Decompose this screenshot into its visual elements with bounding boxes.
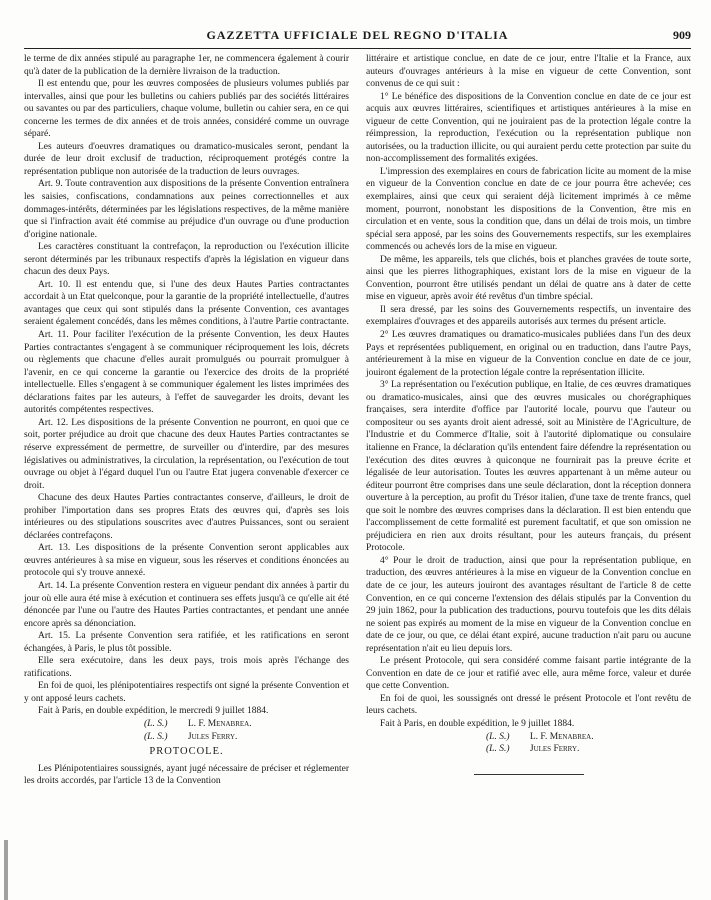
signatory-name: L. F. Menabrea. <box>529 731 594 742</box>
seal-mark: (L. S.) <box>144 731 168 742</box>
page-header <box>24 0 691 49</box>
protocol-point-1: 1° Le bénéfice des dispositions de la Convention conclue en date de ce jour est acquis aux œuvres littéraires, scientifiques et artistiques antérieures à la mise en vigueur de cette Convention, qui ne jouiraient pas de la protection légale contre la réimpression, la reproduction, l'exécution ou la représentation publique non autorisées, ou la traduction illicite, ou qui auraient perdu cette protection par suite du non-accomplissement des formalités exigées. <box>366 91 691 165</box>
end-rule <box>474 774 584 775</box>
paragraph: Elle sera exécutoire, dans les deux pays, trois mois après l'échange des ratifications. <box>24 656 349 679</box>
article-11: Art. 11. Pour faciliter l'exécution de la présente Convention, les deux Hautes Parties contractantes s'engagent à se communiquer réciproquement les lois, décrets ou règlements que chacune d'elles aurait promulgués ou pourrait promulguer à l'avenir, en ce qui concerne la garantie ou l'exercice des droits de la propriété intellectuelle. Elles s'engagent à se communiquer également les listes imprimées des déclarations faites par les auteurs, à l'effet de sauvegarder les droits, devant les autorités compétentes respectives. <box>24 330 349 416</box>
signature-menabrea <box>24 718 349 731</box>
paragraph: Il est entendu que, pour les œuvres composées de plusieurs volumes publiés par intervalles, ainsi que pour les bulletins ou cahiers publiés par des sociétés littéraires ou savantes ou par des particuliers, chaque volume, bulletin ou cahier sera, en ce qui concerne les termes de dix années et de trois années, considéré comme un ouvrage séparé. <box>24 79 349 140</box>
signature-ferry <box>24 731 349 744</box>
paragraph: Chacune des deux Hautes Parties contractantes conserve, d'ailleurs, le droit de prohiber l'importation dans ses propres Etats des œuvres qui, d'après ses lois intérieures ou des stipulations souscrites avec d'autres Puissances, sont ou seraient déclarées contrefaçons. <box>24 493 349 541</box>
article-14: Art. 14. La présente Convention restera en vigueur pendant dix années à partir du jour où elle aura été mise à exécution et continuera ses effets jusqu'à ce qu'elle ait été dénoncée par l'une ou l'autre des Hautes Parties contractantes, et pendant une année encore après sa dénonciation. <box>24 580 349 629</box>
article-12: Art. 12. Les dispositions de la présente Convention ne pourront, en quoi que ce soit, porter préjudice au droit que chacune des deux Hautes Parties contractantes se réserve expressément de permettre, de surveiller ou d'interdire, par des mesures législatives ou administratives, la circulation, la représentation, ou l'exécution de tout ouvrage ou objet à l'égard duquel l'un ou l'autre Etat jugera convenable d'exercer ce droit. <box>24 417 349 491</box>
article-10: Art. 10. Il est entendu que, si l'une des deux Hautes Parties contractantes accordait à un Etat quelconque, pour la garantie de la propriété intellectuelle, d'autres avantages que ceux qui sont stipulés dans la présente Convention, ces avantages seraient également concédés, dans les mêmes conditions, à l'autre Partie contractante. <box>24 279 349 328</box>
article-13: Art. 13. Les dispositions de la présente Convention seront applicables aux œuvres antérieures à sa mise en vigueur, sous les réserves et conditions énoncées au protocole qui s'y trouve annexé. <box>24 543 349 579</box>
signature-ferry <box>366 743 691 756</box>
paragraph: En foi de quoi, les soussignés ont dressé le présent Protocole et l'ont revêtu de leurs cachets. <box>366 693 691 717</box>
left-column <box>24 53 349 900</box>
signatory-name: L. F. Menabrea. <box>187 718 252 729</box>
signatory-name: Jules Ferry. <box>529 744 580 755</box>
date-line: Fait à Paris, en double expédition, le 9 juillet 1884. <box>380 718 575 729</box>
protocol-point-4: 4° Pour le droit de traduction, ainsi que pour la représentation publique, en traduction, des œuvres antérieures à la mise en vigueur de la Convention conclue en date de ce jour, les auteurs jouiront des avantages résultant de l'article 8 de cette Convention, en ce qui concerne l'extension des délais stipulés par la Convention du 29 juin 1862, pour la publication des traductions, pourvu toutefois que les dits délais ne soient pas expirés au moment de la mise en vigueur de la Convention conclue en date de ce jour, ou que, ce délai étant expiré, aucune traduction n'ait paru ou aucune représentation n'ait eu lieu depuis lors. <box>366 555 691 654</box>
seal-mark: (L. S.) <box>486 731 510 742</box>
seal-mark: (L. S.) <box>486 744 510 755</box>
paragraph: Les Plénipotentiaires soussignés, ayant jugé nécessaire de préciser et réglementer les droits accordés, par l'article 13 de la Convention <box>24 763 349 787</box>
protocol-heading: PROTOCOLE. <box>149 746 224 758</box>
paragraph: littéraire et artistique conclue, en date de ce jour, entre l'Italie et la France, aux auteurs d'ouvrages antérieurs à la mise en vigueur de cette Convention, sont convenus de ce qui suit : <box>366 54 691 90</box>
paragraph: Les auteurs d'oeuvres dramatiques ou dramatico-musicales seront, pendant la durée de leur droit exclusif de traduction, réciproquement protégés contre la représentation publique non autorisée de la traduction de leurs ouvrages. <box>24 141 349 177</box>
page-number: 909 <box>673 28 691 42</box>
binding-edge-mark <box>4 840 8 900</box>
protocol-point-2: 2° Les œuvres dramatiques ou dramatico-musicales publiées dans l'un des deux Pays et représentées publiquement, en original ou en traduction, dans l'autre Pays, antérieurement à la mise en vigueur de la Convention conclue en date de ce jour, jouiront également de la protection légale contre la représentation illicite. <box>366 330 691 378</box>
paragraph: L'impression des exemplaires en cours de fabrication licite au moment de la mise en vigueur de la Convention conclue en date de ce jour pourra être achevée; ces exemplaires, ainsi que ceux qui seraient déjà licitement imprimés à ce même moment, pourront, nonobstant les dispositions de la Convention, être mis en circulation et en vente, sous la condition que, dans un délai de trois mois, un timbre spécial sera apposé, par les soins des Gouvernements respectifs, sur les exemplaires commencés ou achevés lors de la mise en vigueur. <box>366 166 691 253</box>
paragraph: En foi de quoi, les plénipotentiaires respectifs ont signé la présente Convention et y ont apposé leurs cachets. <box>24 681 349 704</box>
article-9: Art. 9. Toute contravention aux dispositions de la présente Convention entraînera les saisies, confiscations, condamnations aux peines correctionnelles et aux dommages-intérêts, déterminées par les législations respectives, de la même manière que si l'infraction avait été commise au préjudice d'un ouvrage ou d'une production d'origine nationale. <box>24 179 349 240</box>
protocol-point-3: 3° La représentation ou l'exécution publique, en Italie, de ces œuvres dramatiques ou dramatico-musicales, ainsi que des œuvres musicales ou chorégraphiques françaises, sera interdite d'office par l'autorité locale, pourvu que l'auteur ou compositeur ou ses ayants droit aient adressé, soit au Ministère de l'Agriculture, de l'Industrie et du Commerce d'Italie, soit à l'autorité diplomatique ou consulaire italienne en France, la déclaration qu'ils entendent faire défendre la représentation ou l'exécution des dites œuvres à quiconque ne fournirait pas la preuve écrite et légalisée de leur autorisation. Toutes les œuvres appartenant à un même auteur ou éditeur pourront être comprises dans une seule déclaration, dont la réception donnera ouverture à la perception, au profit du Trésor italien, d'une taxe de trente francs, quel que soit le nombre des œuvres comprises dans la déclaration. Il est bien entendu que l'accomplissement de cette formalité est purement facultatif, et que son omission ne préjudiciera en rien aux droits résultant, pour les auteurs français, du présent Protocole. <box>366 380 691 554</box>
gazette-title: GAZZETTA UFFICIALE DEL REGNO D'ITALIA <box>206 28 509 42</box>
signatory-name: Jules Ferry. <box>187 731 238 742</box>
paragraph: Il sera dressé, par les soins des Gouvernements respectifs, un inventaire des exemplaires d'ouvrages et des appareils autorisés aux termes du présent article. <box>366 304 691 328</box>
paragraph: De même, les appareils, tels que clichés, bois et planches gravées de toute sorte, ainsi que les pierres lithographiques, existant lors de la mise en vigueur de la Convention, pourront être utilisés pendant un délai de quatre ans à dater de cette mise en vigueur, après avoir été revêtus d'un timbre spécial. <box>366 254 691 303</box>
paragraph: Le présent Protocole, qui sera considéré comme faisant partie intégrante de la Convention en date de ce jour et ratifié avec elle, aura même force, valeur et durée que cette Convention. <box>366 656 691 692</box>
paragraph: le terme de dix années stipulé au paragraphe 1er, ne commencera également à courir qu'à dater de la publication de la dernière livraison de la traduction. <box>24 54 349 77</box>
right-column <box>366 53 691 900</box>
article-15: Art. 15. La présente Convention sera ratifiée, et les ratifications en seront échangées, à Paris, le plus tôt possible. <box>24 631 349 654</box>
date-line: Fait à Paris, en double expédition, le mercredi 9 juillet 1884. <box>38 706 269 717</box>
paragraph: Les caractères constituant la contrefaçon, la reproduction ou l'exécution illicite seront déterminés par les tribunaux respectifs d'après la législation en vigueur dans chacun des deux Pays. <box>24 242 349 278</box>
text-columns <box>24 53 691 900</box>
seal-mark: (L. S.) <box>144 718 168 729</box>
signature-menabrea <box>366 731 691 744</box>
